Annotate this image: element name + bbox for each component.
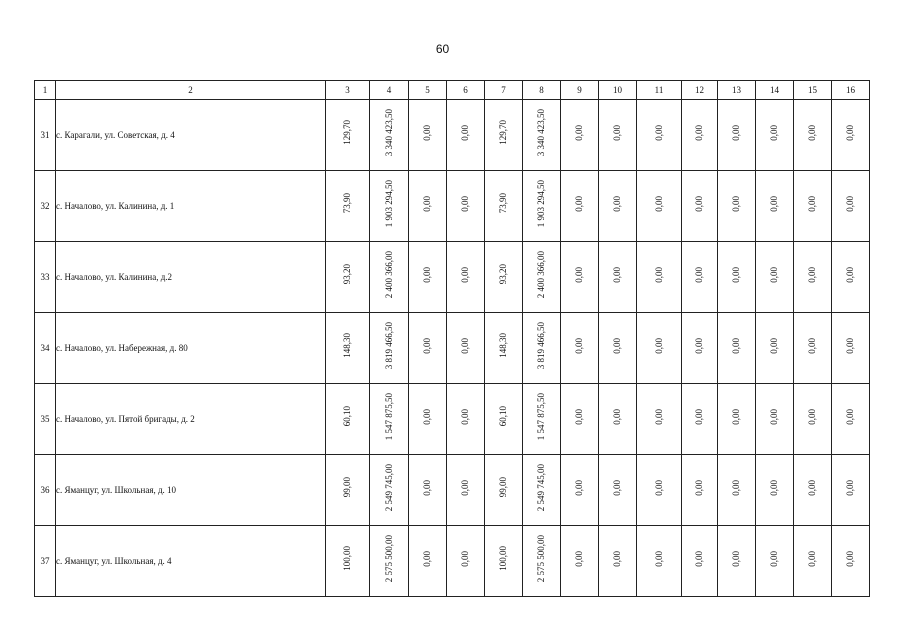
value-cell	[637, 455, 682, 526]
value-text: 0,00	[574, 266, 584, 283]
column-header: 14	[756, 81, 794, 100]
value-cell	[599, 313, 637, 384]
value-text: 0,00	[653, 266, 664, 283]
value-cell	[523, 526, 561, 597]
value-text: 0,00	[731, 124, 741, 141]
value-cell	[523, 171, 561, 242]
value-cell	[756, 526, 794, 597]
value-cell	[561, 526, 599, 597]
value-text: 2 549 745,00	[383, 463, 394, 512]
value-cell	[718, 384, 756, 455]
value-text: 0,00	[845, 337, 855, 354]
value-cell	[599, 526, 637, 597]
value-cell	[756, 100, 794, 171]
value-text: 0,00	[694, 124, 704, 141]
value-text: 0,00	[422, 337, 432, 354]
column-header: 3	[326, 81, 370, 100]
column-header: 12	[682, 81, 718, 100]
page-number: 60	[435, 42, 450, 56]
value-text: 0,00	[460, 479, 470, 496]
row-number: 35	[35, 384, 56, 455]
row-number: 34	[35, 313, 56, 384]
value-cell	[599, 100, 637, 171]
table-row	[35, 526, 870, 597]
value-text: 0,00	[653, 550, 664, 567]
value-text: 99,00	[342, 477, 352, 498]
value-text: 0,00	[574, 124, 584, 141]
value-cell	[523, 384, 561, 455]
value-cell	[794, 455, 832, 526]
value-text: 0,00	[653, 479, 664, 496]
column-header: 16	[832, 81, 870, 100]
value-text: 129,70	[498, 120, 508, 145]
value-text: 0,00	[612, 337, 622, 354]
value-cell	[326, 313, 370, 384]
value-text: 0,00	[769, 479, 779, 496]
value-text: 0,00	[731, 266, 741, 283]
value-cell	[682, 455, 718, 526]
table-row	[35, 100, 870, 171]
value-cell	[756, 242, 794, 313]
value-cell	[447, 384, 485, 455]
value-cell	[447, 171, 485, 242]
column-header: 9	[561, 81, 599, 100]
value-text: 0,00	[422, 195, 432, 212]
value-text: 3 340 423,50	[383, 108, 394, 157]
value-cell	[682, 171, 718, 242]
value-cell	[370, 100, 409, 171]
value-text: 0,00	[422, 479, 432, 496]
value-text: 0,00	[769, 195, 779, 212]
value-text: 0,00	[845, 195, 855, 212]
value-text: 0,00	[653, 124, 664, 141]
value-text: 0,00	[460, 124, 470, 141]
value-text: 0,00	[612, 195, 622, 212]
value-cell	[599, 242, 637, 313]
value-text: 1 903 294,50	[536, 179, 546, 228]
value-cell	[794, 526, 832, 597]
value-text: 0,00	[460, 550, 470, 567]
value-cell	[485, 313, 523, 384]
value-text: 0,00	[731, 479, 741, 496]
value-text: 0,00	[460, 408, 470, 425]
value-text: 0,00	[694, 479, 704, 496]
value-text: 0,00	[807, 550, 817, 567]
value-text: 0,00	[769, 266, 779, 283]
value-cell	[447, 100, 485, 171]
column-header: 7	[485, 81, 523, 100]
value-text: 0,00	[694, 408, 704, 425]
value-text: 0,00	[653, 337, 664, 354]
value-text: 0,00	[574, 195, 584, 212]
value-text: 2 575 500,00	[536, 534, 546, 583]
value-text: 2 575 500,00	[383, 534, 394, 583]
value-cell	[561, 384, 599, 455]
value-text: 1 547 875,50	[383, 392, 394, 441]
value-text: 100,00	[342, 546, 352, 571]
value-cell	[523, 455, 561, 526]
address-cell: с. Началово, ул. Набережная, д. 80	[56, 313, 326, 384]
value-text: 2 549 745,00	[536, 463, 546, 512]
value-cell	[794, 384, 832, 455]
value-cell	[682, 100, 718, 171]
value-text: 0,00	[653, 408, 664, 425]
value-text: 129,70	[342, 120, 352, 145]
value-cell	[523, 313, 561, 384]
value-cell	[718, 171, 756, 242]
value-text: 99,00	[498, 477, 508, 498]
value-cell	[409, 313, 447, 384]
value-text: 100,00	[498, 546, 508, 571]
value-cell	[485, 242, 523, 313]
value-text: 0,00	[845, 408, 855, 425]
value-cell	[682, 242, 718, 313]
value-cell	[561, 100, 599, 171]
value-cell	[447, 242, 485, 313]
value-text: 0,00	[845, 479, 855, 496]
value-text: 0,00	[422, 124, 432, 141]
value-cell	[485, 100, 523, 171]
address-cell: с. Началово, ул. Калинина, д. 1	[56, 171, 326, 242]
value-cell	[447, 313, 485, 384]
value-text: 0,00	[574, 337, 584, 354]
value-cell	[485, 384, 523, 455]
data-table	[34, 80, 870, 597]
value-cell	[561, 171, 599, 242]
value-text: 3 819 466,50	[383, 321, 394, 370]
value-cell	[832, 100, 870, 171]
value-text: 0,00	[807, 337, 817, 354]
row-number: 31	[35, 100, 56, 171]
value-cell	[637, 100, 682, 171]
value-text: 0,00	[769, 124, 779, 141]
column-header: 15	[794, 81, 832, 100]
value-cell	[756, 171, 794, 242]
value-cell	[523, 100, 561, 171]
value-cell	[326, 455, 370, 526]
value-text: 0,00	[845, 550, 855, 567]
table-row	[35, 384, 870, 455]
address-cell: с. Началово, ул. Пятой бригады, д. 2	[56, 384, 326, 455]
value-text: 0,00	[612, 408, 622, 425]
value-text: 0,00	[612, 266, 622, 283]
value-cell	[370, 526, 409, 597]
value-text: 73,90	[342, 193, 352, 214]
value-cell	[326, 171, 370, 242]
value-cell	[485, 526, 523, 597]
value-text: 0,00	[422, 408, 432, 425]
value-cell	[561, 242, 599, 313]
value-text: 0,00	[845, 124, 855, 141]
value-cell	[682, 526, 718, 597]
value-text: 0,00	[694, 195, 704, 212]
value-text: 148,30	[342, 333, 352, 358]
value-cell	[794, 313, 832, 384]
column-header: 10	[599, 81, 637, 100]
value-text: 73,90	[498, 193, 508, 214]
value-cell	[370, 455, 409, 526]
value-cell	[718, 455, 756, 526]
row-number: 36	[35, 455, 56, 526]
value-text: 0,00	[612, 479, 622, 496]
value-text: 0,00	[422, 550, 432, 567]
value-text: 60,10	[342, 406, 352, 427]
value-cell	[637, 384, 682, 455]
value-cell	[832, 526, 870, 597]
value-text: 148,30	[498, 333, 508, 358]
value-text: 0,00	[807, 195, 817, 212]
value-text: 0,00	[694, 266, 704, 283]
value-text: 93,20	[342, 264, 352, 285]
value-cell	[718, 313, 756, 384]
table-row	[35, 313, 870, 384]
header-row	[35, 81, 870, 100]
column-header: 4	[370, 81, 409, 100]
value-text: 0,00	[460, 337, 470, 354]
value-cell	[756, 384, 794, 455]
value-text: 0,00	[731, 408, 741, 425]
value-text: 0,00	[731, 195, 741, 212]
value-text: 3 340 423,50	[536, 108, 546, 157]
column-header: 1	[35, 81, 56, 100]
value-cell	[756, 313, 794, 384]
value-cell	[637, 526, 682, 597]
value-text: 3 819 466,50	[536, 321, 546, 370]
value-text: 0,00	[845, 266, 855, 283]
value-cell	[682, 384, 718, 455]
value-text: 60,10	[498, 406, 508, 427]
value-text: 2 400 366,00	[383, 250, 394, 299]
value-cell	[718, 526, 756, 597]
value-cell	[561, 455, 599, 526]
value-cell	[637, 313, 682, 384]
value-cell	[370, 313, 409, 384]
column-header: 6	[447, 81, 485, 100]
value-text: 1 547 875,50	[536, 392, 546, 441]
value-cell	[447, 526, 485, 597]
value-text: 0,00	[612, 550, 622, 567]
value-text: 0,00	[422, 266, 432, 283]
value-cell	[485, 455, 523, 526]
value-cell	[832, 384, 870, 455]
value-cell	[326, 242, 370, 313]
value-text: 0,00	[731, 337, 741, 354]
column-header: 2	[56, 81, 326, 100]
value-cell	[832, 313, 870, 384]
address-cell: с. Яманцуг, ул. Школьная, д. 4	[56, 526, 326, 597]
value-cell	[832, 171, 870, 242]
value-text: 0,00	[807, 266, 817, 283]
value-cell	[370, 242, 409, 313]
row-number: 37	[35, 526, 56, 597]
table-row	[35, 455, 870, 526]
address-cell: с. Карагали, ул. Советская, д. 4	[56, 100, 326, 171]
value-cell	[326, 526, 370, 597]
value-cell	[409, 171, 447, 242]
value-cell	[523, 242, 561, 313]
value-text: 0,00	[574, 408, 584, 425]
value-cell	[718, 100, 756, 171]
row-number: 33	[35, 242, 56, 313]
value-cell	[447, 455, 485, 526]
value-cell	[326, 100, 370, 171]
value-cell	[599, 455, 637, 526]
value-text: 0,00	[694, 337, 704, 354]
value-cell	[409, 384, 447, 455]
value-cell	[832, 242, 870, 313]
value-text: 0,00	[574, 479, 584, 496]
value-cell	[409, 455, 447, 526]
value-text: 0,00	[769, 550, 779, 567]
value-cell	[794, 242, 832, 313]
table-row	[35, 171, 870, 242]
value-text: 93,20	[498, 264, 508, 285]
value-cell	[370, 171, 409, 242]
value-cell	[485, 171, 523, 242]
value-cell	[326, 384, 370, 455]
value-cell	[409, 242, 447, 313]
value-cell	[682, 313, 718, 384]
value-cell	[409, 526, 447, 597]
value-text: 0,00	[769, 408, 779, 425]
row-number: 32	[35, 171, 56, 242]
table-row	[35, 242, 870, 313]
value-text: 0,00	[769, 337, 779, 354]
value-cell	[794, 171, 832, 242]
value-cell	[409, 100, 447, 171]
column-header: 5	[409, 81, 447, 100]
value-text: 0,00	[807, 124, 817, 141]
value-cell	[637, 242, 682, 313]
column-header: 11	[637, 81, 682, 100]
value-text: 0,00	[807, 479, 817, 496]
column-header: 8	[523, 81, 561, 100]
value-cell	[599, 384, 637, 455]
value-cell	[832, 455, 870, 526]
value-text: 0,00	[807, 408, 817, 425]
value-text: 2 400 366,00	[536, 250, 546, 299]
value-text: 0,00	[574, 550, 584, 567]
column-header: 13	[718, 81, 756, 100]
value-cell	[756, 455, 794, 526]
value-text: 0,00	[653, 195, 664, 212]
value-cell	[718, 242, 756, 313]
value-cell	[561, 313, 599, 384]
value-cell	[599, 171, 637, 242]
address-cell: с. Началово, ул. Калинина, д.2	[56, 242, 326, 313]
address-cell: с. Яманцуг, ул. Школьная, д. 10	[56, 455, 326, 526]
value-cell	[637, 171, 682, 242]
value-text: 0,00	[460, 195, 470, 212]
value-cell	[794, 100, 832, 171]
value-text: 0,00	[731, 550, 741, 567]
value-text: 0,00	[612, 124, 622, 141]
value-text: 0,00	[460, 266, 470, 283]
value-text: 0,00	[694, 550, 704, 567]
value-cell	[370, 384, 409, 455]
value-text: 1 903 294,50	[383, 179, 394, 228]
